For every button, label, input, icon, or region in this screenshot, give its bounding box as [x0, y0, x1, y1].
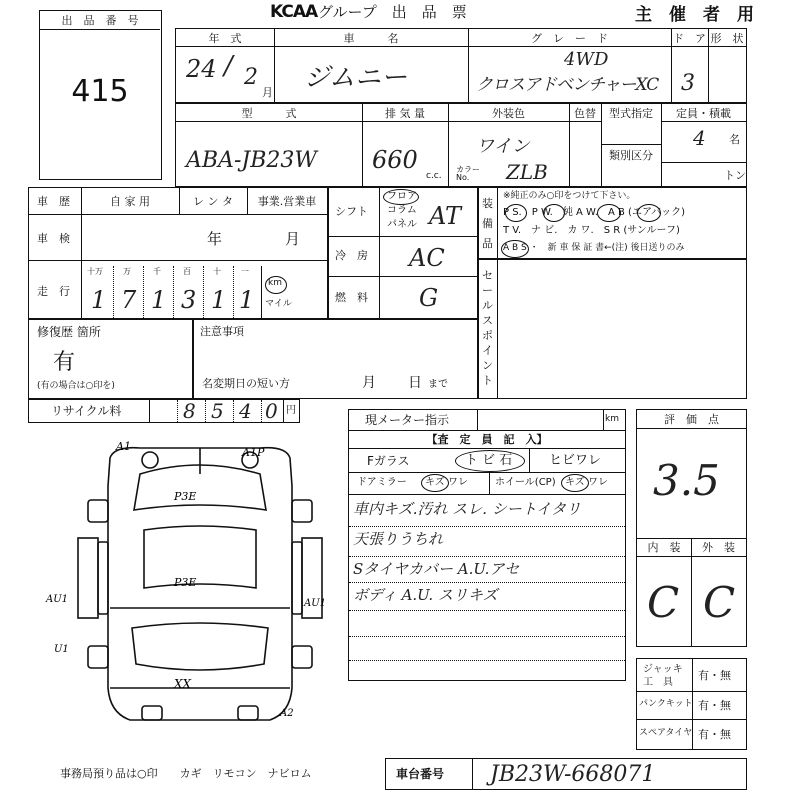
- doors-label: ド ア: [673, 32, 706, 45]
- shape-label: 形 状: [710, 32, 744, 45]
- repair-label: 修復歴 箇所: [37, 325, 101, 339]
- recycle-unit: 円: [286, 405, 296, 416]
- equipment-note: ※純正のみ○印をつけて下さい。: [503, 191, 636, 201]
- spare-label: スペアタイヤ: [639, 728, 693, 738]
- vehicle-row-2: [175, 103, 747, 187]
- shift-opt-panel[interactable]: パネル: [387, 219, 417, 230]
- inspector-note-4: ボディ A.U. スリキズ: [353, 586, 498, 604]
- equipment-line-3: A B S ・ 新 車 保 証 書←(注) 後日送りのみ: [503, 243, 685, 253]
- expiry-until: まで: [428, 379, 448, 390]
- mark-u1-left: U1: [54, 644, 69, 655]
- inspector-note-3: Sタイヤカバー A.U.アセ: [353, 560, 520, 578]
- recycle-digit-2: 5: [211, 399, 224, 423]
- mark-au1-left: AU1: [46, 594, 69, 605]
- shift-opt-floor[interactable]: フロア: [387, 191, 417, 202]
- ton-unit: トン: [724, 169, 746, 182]
- shift-block: [328, 187, 478, 319]
- digit-label-100k: 十万: [87, 267, 103, 276]
- interior-grade: C: [647, 578, 680, 627]
- shift-opt-column[interactable]: コラム: [387, 205, 417, 216]
- equipment-line-2: T V. ナ ビ. カ ワ. S R (サンルーフ): [503, 225, 680, 236]
- cc-unit: c.c.: [426, 171, 442, 181]
- displacement-label: 排 気 量: [385, 107, 425, 120]
- wheel-circle: [561, 474, 589, 492]
- digit-label-1: 一: [241, 267, 249, 276]
- meter-km-label: km: [605, 414, 619, 424]
- displacement-value: 660: [372, 146, 418, 174]
- equipment-side-label: 装備品: [482, 197, 493, 250]
- floor-circle: [383, 189, 419, 205]
- inspector-note-1: 車内キズ.汚れ スレ. シートイタリ: [353, 500, 582, 518]
- type-spec-label: 型式指定: [609, 107, 653, 120]
- grade-label: 評 価 点: [664, 413, 719, 426]
- year-value: 24: [186, 55, 217, 83]
- glass-options[interactable]: ト ビ 石: [465, 453, 513, 468]
- recycle-digit-1: 8: [183, 399, 196, 423]
- capacity-unit: 名: [729, 133, 740, 146]
- equipment-line-1: P S. P W. 純 A W. A B (エアバック): [503, 207, 686, 218]
- mileage-digit-4: 3: [181, 286, 197, 314]
- history-block: [28, 187, 328, 319]
- abs-circle: [501, 240, 529, 258]
- vehicle-row-1: 年 式 車 名 グ レ ー ド ド ア 形 状 24 / 2 月 ジムニー 4WD クロスアドベンチャーXC 3: [175, 28, 747, 103]
- history-opt-rental[interactable]: レ ン タ: [193, 195, 233, 208]
- ps-circle: [505, 204, 527, 222]
- mirror-circle: [421, 474, 449, 492]
- form-title: グループ 出 品 票: [318, 3, 467, 21]
- model-value: ABA-JB23W: [186, 148, 317, 173]
- digit-label-10: 十: [213, 267, 221, 276]
- digit-label-1k: 千: [153, 267, 161, 276]
- car-damage-diagram: [46, 438, 330, 738]
- exterior-color-label: 外装色: [492, 107, 525, 120]
- exterior-grade: C: [703, 578, 736, 627]
- chassis-label: 車台番号: [396, 767, 445, 781]
- meter-label: 現メーター指示: [365, 413, 450, 427]
- sales-point-block: [478, 259, 747, 399]
- shaken-year-unit: 年: [207, 230, 223, 248]
- glass-circle: [455, 450, 525, 472]
- exterior-label: 外 装: [702, 541, 735, 554]
- grade-note: 4WD: [564, 49, 609, 70]
- mileage-digit-5: 1: [211, 286, 227, 314]
- chassis-block: [385, 758, 747, 790]
- recycle-digit-4: 0: [265, 399, 278, 423]
- fuel-label: 燃 料: [335, 291, 368, 304]
- car-name-label: 車 名: [343, 32, 399, 45]
- aw-circle: [597, 204, 621, 222]
- digit-label-100: 百: [183, 267, 191, 276]
- km-label: km: [268, 278, 282, 288]
- tools-block: [636, 658, 747, 750]
- recycle-digit-3: 4: [239, 399, 252, 423]
- mark-p3e-hood: P3E: [174, 490, 197, 503]
- exterior-color-value: ワイン: [476, 136, 530, 157]
- mirror-label: ドアミラー: [357, 477, 407, 488]
- expiry-day-unit: 日: [408, 375, 422, 391]
- color-no-value: ZLB: [506, 160, 548, 184]
- grade-value: クロスアドベンチャーXC: [476, 75, 659, 95]
- equipment-block: [478, 187, 747, 259]
- caution-block: [193, 319, 478, 399]
- year-label: 年 式: [208, 32, 242, 45]
- brand-logo: KCAA: [270, 2, 318, 22]
- mileage-label: 走 行: [37, 285, 70, 298]
- history-label: 車 歴: [37, 195, 70, 208]
- office-note: 事務局預り品は○印 カギ リモコン ナビロム: [60, 767, 312, 780]
- caution-label: 注意事項: [200, 325, 244, 338]
- capacity-label: 定員・積載: [676, 107, 731, 120]
- ab-circle: [637, 204, 661, 222]
- mark-a1p-front: A1P: [242, 446, 265, 459]
- chassis-value: JB23W-668071: [490, 762, 656, 787]
- pw-circle: [543, 204, 565, 222]
- shaken-label: 車 検: [37, 232, 70, 245]
- month-value: 2: [244, 65, 258, 90]
- mark-a2-rear: A2: [280, 708, 294, 719]
- repair-value: 有: [53, 350, 76, 375]
- mileage-digit-2: 7: [121, 286, 137, 314]
- recycle-label: リサイクル料: [51, 404, 122, 418]
- interior-label: 内 装: [647, 541, 681, 554]
- puncture-value[interactable]: 有・無: [698, 699, 731, 712]
- expiry-label: 名変期日の短い方: [202, 377, 290, 390]
- lot-box: [39, 10, 162, 180]
- puncture-label: パンクキット: [639, 699, 693, 709]
- history-opt-business[interactable]: 事業.営業車: [257, 195, 317, 208]
- grade-block: [636, 409, 747, 647]
- mileage-digit-3: 1: [151, 286, 167, 314]
- mark-a1-front: A1: [116, 440, 131, 453]
- jack-label: ジャッキ 工 具: [643, 664, 683, 688]
- fuel-value: G: [419, 284, 439, 312]
- inspector-title: 【査 定 員 記 入】: [426, 433, 548, 446]
- mark-p3e-roof: P3E: [174, 576, 197, 589]
- spare-value[interactable]: 有・無: [698, 728, 731, 741]
- color-no-label: カラー No.: [456, 165, 480, 182]
- recycle-block: [28, 399, 300, 423]
- expiry-month-unit: 月: [362, 375, 376, 391]
- capacity-value: 4: [693, 126, 706, 150]
- shift-value: AT: [429, 202, 462, 230]
- doors-value: 3: [681, 71, 695, 96]
- inspector-block: [348, 409, 626, 681]
- grade-label: グ レ ー ド: [531, 32, 608, 45]
- car-name-value: ジムニー: [304, 63, 407, 93]
- mile-label: マイル: [265, 299, 292, 309]
- organizer-label: 主 催 者 用: [635, 5, 754, 25]
- month-unit: 月: [262, 86, 273, 99]
- shaken-month-unit: 月: [285, 230, 301, 248]
- lot-label: 出 品 番 号: [61, 14, 139, 27]
- glass-crack-option[interactable]: ヒビワレ: [549, 453, 602, 468]
- mark-xx-rear: XX: [174, 677, 192, 691]
- mileage-digit-1: 1: [91, 286, 107, 314]
- repair-note: (有の場合は○印を): [37, 381, 115, 391]
- class-label: 類別区分: [609, 149, 653, 162]
- mark-au1-right: AU1: [304, 598, 327, 609]
- ac-label: 冷 房: [335, 249, 368, 262]
- mileage-digit-6: 1: [239, 286, 255, 314]
- model-label: 型 式: [241, 107, 297, 120]
- lot-number: 415: [71, 74, 129, 109]
- repair-block: [28, 319, 193, 399]
- mirror-options[interactable]: キズ ワレ: [425, 477, 468, 488]
- sales-point-label: セールスポイント: [482, 269, 493, 387]
- shift-label: シフト: [335, 205, 368, 218]
- wheel-label: ホイール(CP): [495, 477, 556, 488]
- glass-label: Fガラス: [367, 454, 410, 468]
- inspector-note-2: 天張りうちれ: [353, 530, 444, 548]
- ac-value: AC: [409, 244, 445, 272]
- digit-label-10k: 万: [123, 267, 131, 276]
- jack-value[interactable]: 有・無: [698, 669, 731, 682]
- color-change-label: 色替: [574, 107, 596, 120]
- grade-score: 3.5: [653, 456, 720, 505]
- history-opt-private[interactable]: 自 家 用: [110, 195, 150, 208]
- wheel-options[interactable]: キズ ワレ: [565, 477, 608, 488]
